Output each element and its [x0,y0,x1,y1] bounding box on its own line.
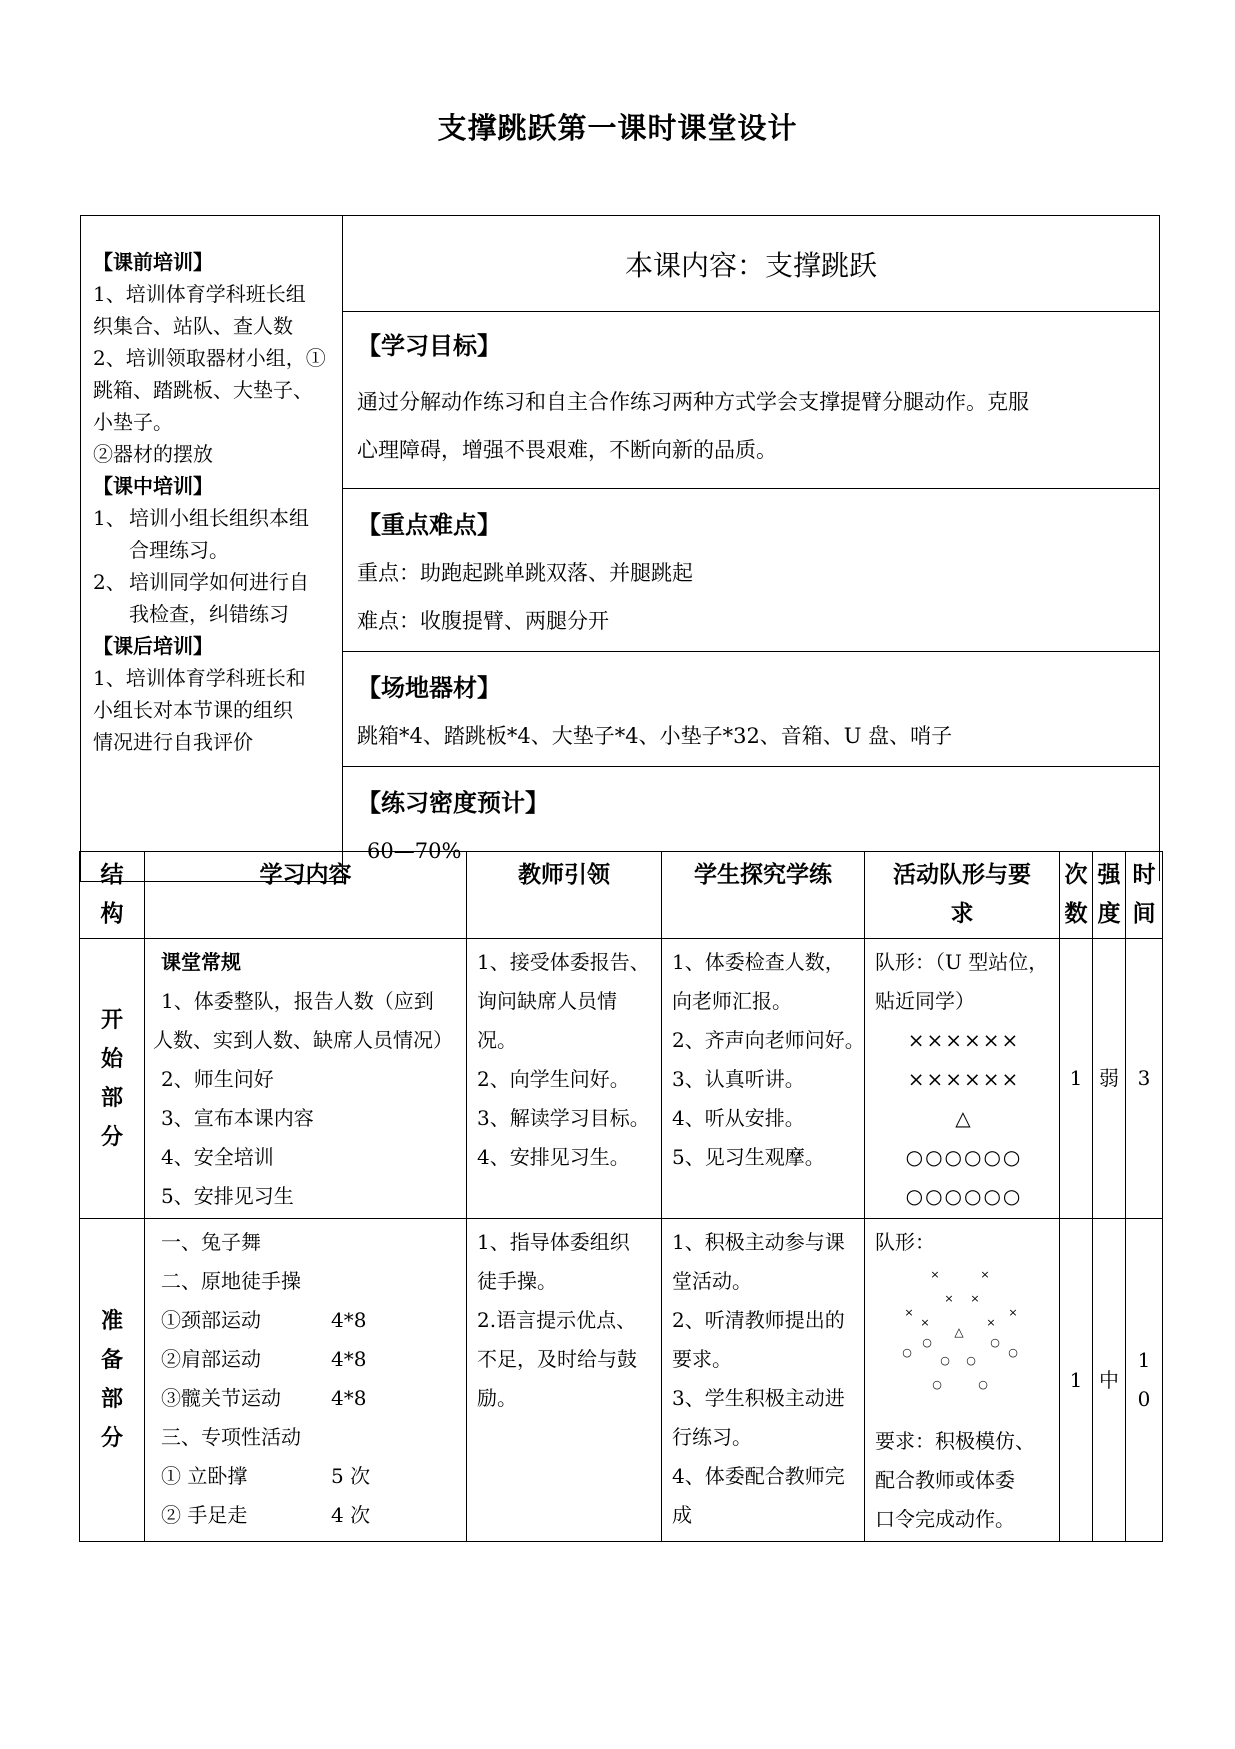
goals-heading: 【学习目标】 [357,332,501,360]
pre-line: 2、培训领取器材小组，① [93,346,326,370]
density-value: 60—70% [367,839,462,863]
after-line: 情况进行自我评价 [93,730,253,754]
student-cell: 1、积极主动参与课 堂活动。 2、听清教师提出的 要求。 3、学生积极主动进 行练习。 4、体委配合教师完 成 [662,1219,865,1542]
student-x-marker: × [986,1316,996,1329]
student-o-marker: ○ [978,1378,988,1391]
intensity-value: 弱 [1093,939,1126,1219]
content-cell: 一、兔子舞 二、原地徒手操 ①颈部运动 4*8 ②肩部运动 4*8 ③髋关节运动 4*8 三、专项性活动 ① 立卧撑 5 次 ② 手足走 4 次 [145,1219,467,1542]
in-class-item: 1、 培训小组长组织本组 合理练习。 [93,506,309,562]
key-line: 重点：助跑起跳单跳双落、并腿跳起 [357,561,693,585]
equipment-section [343,652,1160,767]
student-o-marker: ○ [902,1346,912,1359]
after-line: 小组长对本节课的组织 [93,698,293,722]
goals-line: 心理障碍，增强不畏艰难，不断向新的品质。 [357,438,777,462]
formation-row-x: ×××××× [907,1067,1021,1091]
in-class-item: 2、 培训同学如何进行自 我检查，纠错练习 [93,570,309,626]
student-o-marker: ○ [922,1336,932,1349]
intensity-value: 中 [1093,1219,1126,1542]
col-structure: 结 构 [80,852,145,939]
col-times: 次 数 [1060,852,1093,939]
pre-line: 跳箱、踏跳板、大垫子、 [93,378,313,402]
section-prep: 准 备 部 分 [80,1219,145,1542]
key-line: 难点：收腹提臂、两腿分开 [357,609,609,633]
student-o-marker: ○ [1008,1346,1018,1359]
key-section [343,489,1160,652]
col-formation: 活动队形与要 求 [865,852,1060,939]
teacher-marker: △ [955,1106,973,1130]
equipment-line: 跳箱*4、踏跳板*4、大垫子*4、小垫子*32、音箱、U 盘、哨子 [357,724,953,748]
student-x-marker: × [1008,1306,1018,1319]
formation-cell: 队形： × × × × × × × × △ ○ ○ ○ ○ ○ ○ ○ ○ 要求：积极模仿、 配合教师或体委 口令完成动作。 [865,1219,1060,1542]
student-o-marker: ○ [932,1378,942,1391]
formation-cell: 队形：（U 型站位， 贴近同学） ×××××× ×××××× △ ○○○○○○ ○○○○○○ [865,939,1060,1219]
col-content: 学习内容 [145,852,467,939]
student-o-marker: ○ [990,1336,1000,1349]
training-cell [81,216,343,882]
minutes-value: 3 [1126,939,1163,1219]
col-teacher: 教师引领 [467,852,662,939]
pre-line: 织集合、站队、查人数 [93,314,293,338]
key-heading: 【重点难点】 [357,511,501,539]
student-x-marker: × [944,1292,954,1305]
pre-line: ②器材的摆放 [93,442,213,466]
in-class-heading: 【课中培训】 [93,474,213,498]
goals-section [343,312,1160,489]
teacher-cell: 1、接受体委报告、 询问缺席人员情 况。 2、向学生问好。 3、解读学习目标。 4、安排见习生。 [467,939,662,1219]
header-row [80,852,1163,939]
formation-row-o: ○○○○○○ [905,1145,1023,1169]
pre-line: 1、培训体育学科班长组 [93,282,306,306]
goals-line: 通过分解动作练习和自主合作练习两种方式学会支撑提臂分腿动作。克服 [357,390,1029,414]
lesson-plan-table [79,851,1163,1542]
page-title: 支撑跳跃第一课时课堂设计 [437,111,798,145]
formation-row-x: ×××××× [907,1028,1021,1052]
section-start: 开 始 部 分 [80,939,145,1219]
formation-row-o: ○○○○○○ [905,1184,1023,1208]
student-o-marker: ○ [940,1354,950,1367]
student-x-marker: × [970,1292,980,1305]
col-intensity: 强 度 [1093,852,1126,939]
student-x-marker: × [980,1268,990,1281]
pre-class-heading: 【课前培训】 [93,250,213,274]
lesson-content: 本课内容：支撑跳跃 [343,216,1160,312]
student-x-marker: × [930,1268,940,1281]
after-class-heading: 【课后培训】 [93,634,213,658]
minutes-value: 1 0 [1126,1219,1163,1542]
table-row [80,939,1163,1219]
density-heading: 【练习密度预计】 [357,789,549,817]
teacher-cell: 1、指导体委组织 徒手操。 2.语言提示优点、 不足，及时给与鼓 励。 [467,1219,662,1542]
equipment-heading: 【场地器材】 [357,674,501,702]
times-value: 1 [1060,939,1093,1219]
student-cell: 1、体委检查人数， 向老师汇报。 2、齐声向老师问好。 3、认真听讲。 4、听从安排。 5、见习生观摩。 [662,939,865,1219]
after-line: 1、培训体育学科班长和 [93,666,306,690]
content-cell: 课堂常规 1、体委整队，报告人数（应到 人数、实到人数、缺席人员情况） 2、师生问好 3、宣布本课内容 4、安全培训 5、安排见习生 [145,939,467,1219]
teacher-marker: △ [954,1325,964,1339]
col-student: 学生探究学练 [662,852,865,939]
student-x-marker: × [904,1306,914,1319]
student-x-marker: × [920,1316,930,1329]
circle-formation-diagram [879,1262,1054,1422]
pre-line: 小垫子。 [93,410,173,434]
col-time: 时 间 [1126,852,1163,939]
overview-table [80,215,1160,882]
table-row [80,1219,1163,1542]
times-value: 1 [1060,1219,1093,1542]
student-o-marker: ○ [966,1354,976,1367]
